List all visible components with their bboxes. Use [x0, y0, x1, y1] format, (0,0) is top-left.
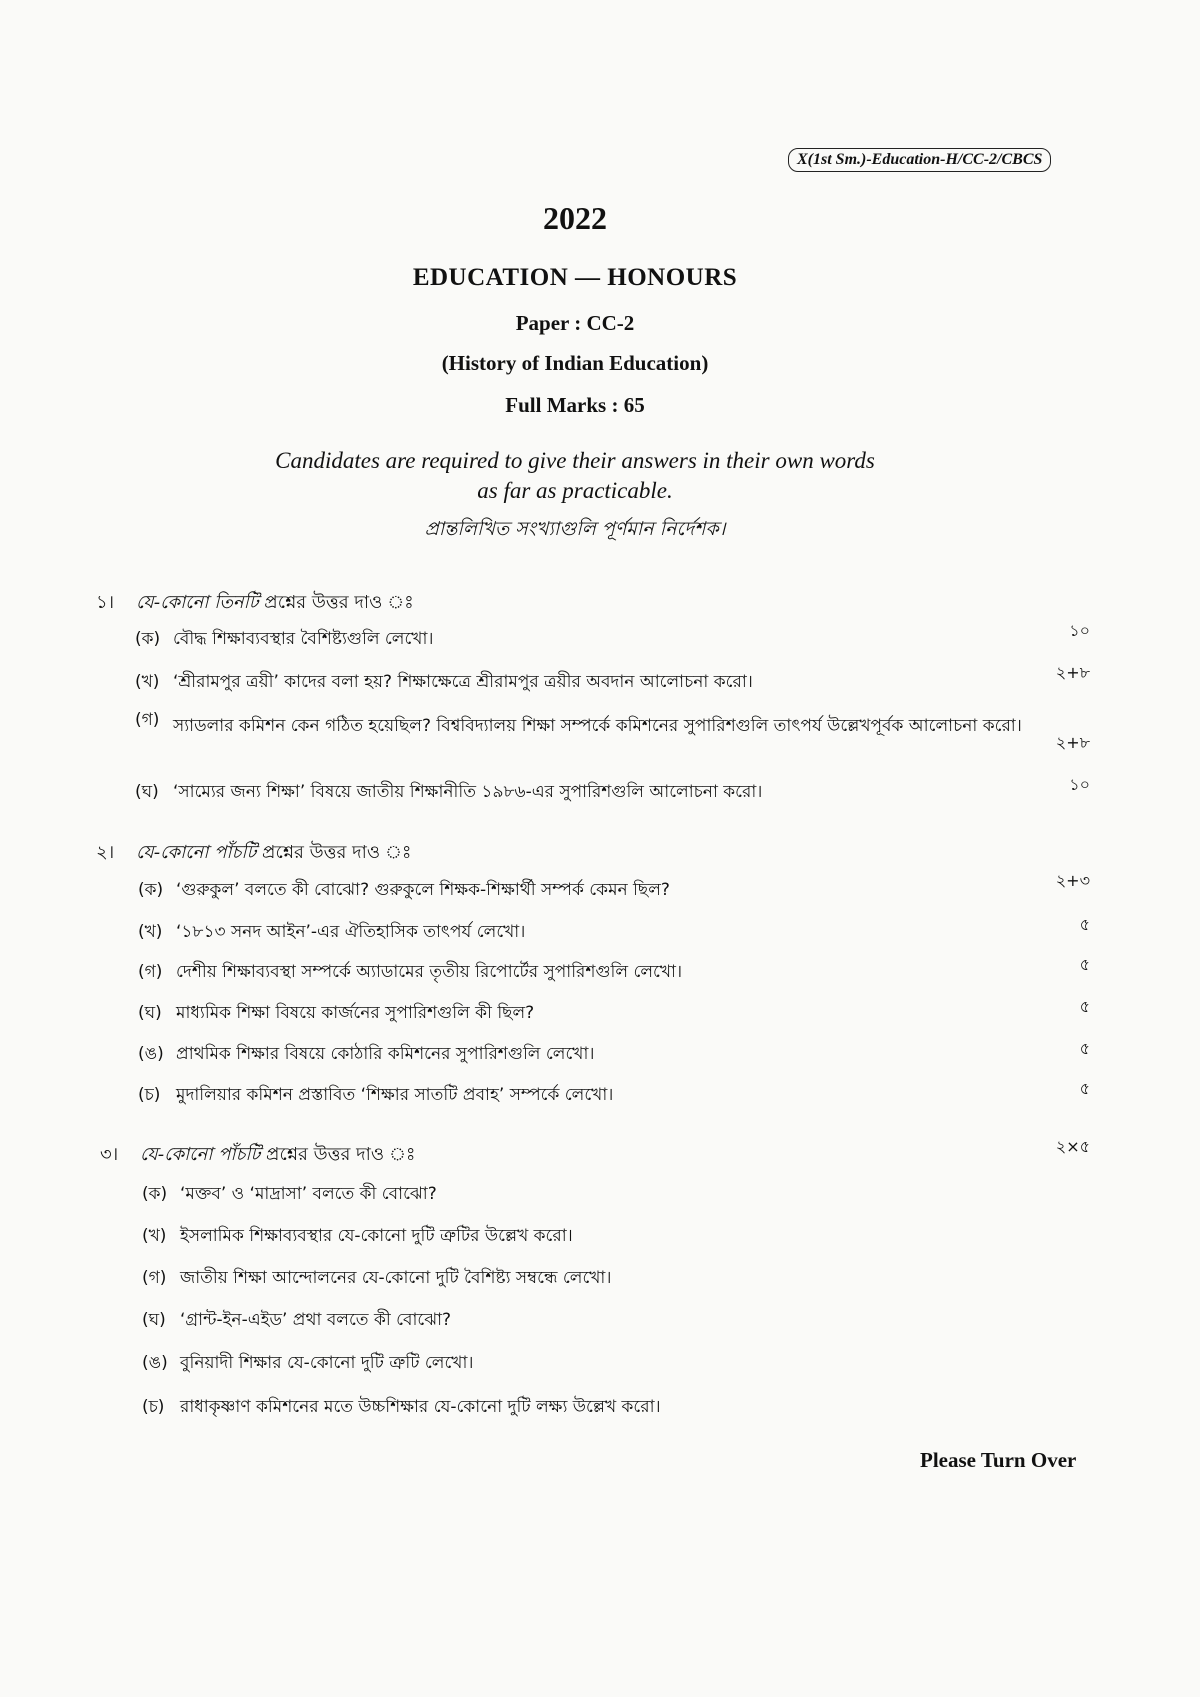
paper-code: X(1st Sm.)-Education-H/CC-2/CBCS: [788, 148, 1051, 172]
question-heading-text: প্রশ্নের উত্তর দাও ঃ: [260, 1144, 416, 1165]
question-heading-emphasis: যে-কোনো পাঁচটি: [140, 1144, 261, 1165]
list-item: (চ) মুদালিয়ার কমিশন প্রস্তাবিত ‘শিক্ষার সাতটি প্রবাহ’ সম্পর্কে লেখো।: [138, 1085, 614, 1105]
instruction-line-2: as far as practicable.: [477, 478, 673, 503]
question-number: ১।: [96, 592, 115, 613]
exam-year: 2022: [543, 200, 607, 236]
please-turn-over: Please Turn Over: [920, 1448, 1077, 1472]
list-item: (ঘ) মাধ্যমিক শিক্ষা বিষয়ে কার্জনের সুপারিশগুলি কী ছিল?: [138, 1003, 535, 1023]
item-mark: ৫: [1079, 1079, 1090, 1098]
list-item: (ক) ‘মক্তব’ ও ‘মাদ্রাসা’ বলতে কী বোঝো?: [142, 1184, 437, 1204]
margin-note: প্রান্তলিখিত সংখ্যাগুলি পূর্ণমান নির্দেশক।: [424, 518, 726, 540]
list-item: (ঙ) প্রাথমিক শিক্ষার বিষয়ে কোঠারি কমিশনের সুপারিশগুলি লেখো।: [138, 1044, 595, 1064]
question-heading: [100, 1140, 416, 1171]
course-title: (History of Indian Education): [441, 351, 709, 375]
list-item: (ঘ) ‘গ্রান্ট-ইন-এইড’ প্রথা বলতে কী বোঝো?: [142, 1310, 452, 1330]
question-heading-emphasis: যে-কোনো পাঁচটি: [136, 842, 257, 863]
full-marks: Full Marks : 65: [505, 393, 645, 417]
list-item: (খ) ‘শ্রীরামপুর ত্রয়ী’ কাদের বলা হয়? শিক্ষাক্ষেত্রে শ্রীরামপুর ত্রয়ীর অবদান আলোচনা করো।: [135, 672, 753, 692]
list-item: (চ) রাধাকৃষ্ণাণ কমিশনের মতে উচ্চশিক্ষার যে-কোনো দুটি লক্ষ্য উল্লেখ করো।: [142, 1397, 661, 1417]
question-heading-text: প্রশ্নের উত্তর দাও ঃ: [256, 842, 412, 863]
list-item: (গ) স্যাডলার কমিশন কেন গঠিত হয়েছিল? বিশ্ববিদ্যালয় শিক্ষা সম্পর্কে কমিশনের সুপারিশগুলি তাৎপর্য উল্লেখপূর্বক আলোচনা করো।: [135, 710, 1022, 736]
list-item: (গ) জাতীয় শিক্ষা আন্দোলনের যে-কোনো দুটি বৈশিষ্ট্য সম্বন্ধে লেখো।: [142, 1268, 612, 1288]
question-number: ৩।: [100, 1144, 119, 1165]
question-heading: [96, 588, 414, 619]
question-mark: ২×৫: [1055, 1137, 1090, 1156]
list-item: (গ) দেশীয় শিক্ষাব্যবস্থা সম্পর্কে অ্যাডামের তৃতীয় রিপোর্টের সুপারিশগুলি লেখো।: [138, 962, 683, 982]
item-mark: ১০: [1069, 621, 1090, 640]
question-heading-text: প্রশ্নের উত্তর দাও ঃ: [258, 592, 414, 613]
question-number: ২।: [96, 842, 115, 863]
question-heading: [96, 838, 412, 869]
list-item: (খ) ইসলামিক শিক্ষাব্যবস্থার যে-কোনো দুটি ত্রুটির উল্লেখ করো।: [142, 1226, 573, 1246]
item-mark: ২+৩: [1055, 871, 1090, 890]
question-heading-emphasis: যে-কোনো তিনটি: [136, 592, 259, 613]
item-mark: ৫: [1079, 997, 1090, 1016]
list-item: (ক) বৌদ্ধ শিক্ষাব্যবস্থার বৈশিষ্ট্যগুলি লেখো।: [135, 629, 434, 649]
item-mark: ২+৮: [1055, 733, 1090, 752]
item-mark: ৫: [1079, 955, 1090, 974]
list-item: (ঘ) ‘সাম্যের জন্য শিক্ষা’ বিষয়ে জাতীয় শিক্ষানীতি ১৯৮৬-এর সুপারিশগুলি আলোচনা করো।: [135, 782, 763, 802]
paper-code-line: Paper : CC-2: [515, 311, 635, 335]
instruction-line-1: Candidates are required to give their answers in their own words: [275, 448, 875, 473]
subject-title: EDUCATION — HONOURS: [412, 264, 738, 291]
item-mark: ৫: [1079, 915, 1090, 934]
list-item: (খ) ‘১৮১৩ সনদ আইন’-এর ঐতিহাসিক তাৎপর্য লেখো।: [138, 922, 526, 942]
list-item: (ক) ‘গুরুকুল’ বলতে কী বোঝো? গুরুকুলে শিক্ষক-শিক্ষার্থী সম্পর্ক কেমন ছিল?: [138, 880, 670, 900]
item-mark: ২+৮: [1055, 663, 1090, 682]
list-item: (ঙ) বুনিয়াদী শিক্ষার যে-কোনো দুটি ত্রুটি লেখো।: [142, 1353, 474, 1373]
item-mark: ১০: [1069, 775, 1090, 794]
item-mark: ৫: [1079, 1039, 1090, 1058]
